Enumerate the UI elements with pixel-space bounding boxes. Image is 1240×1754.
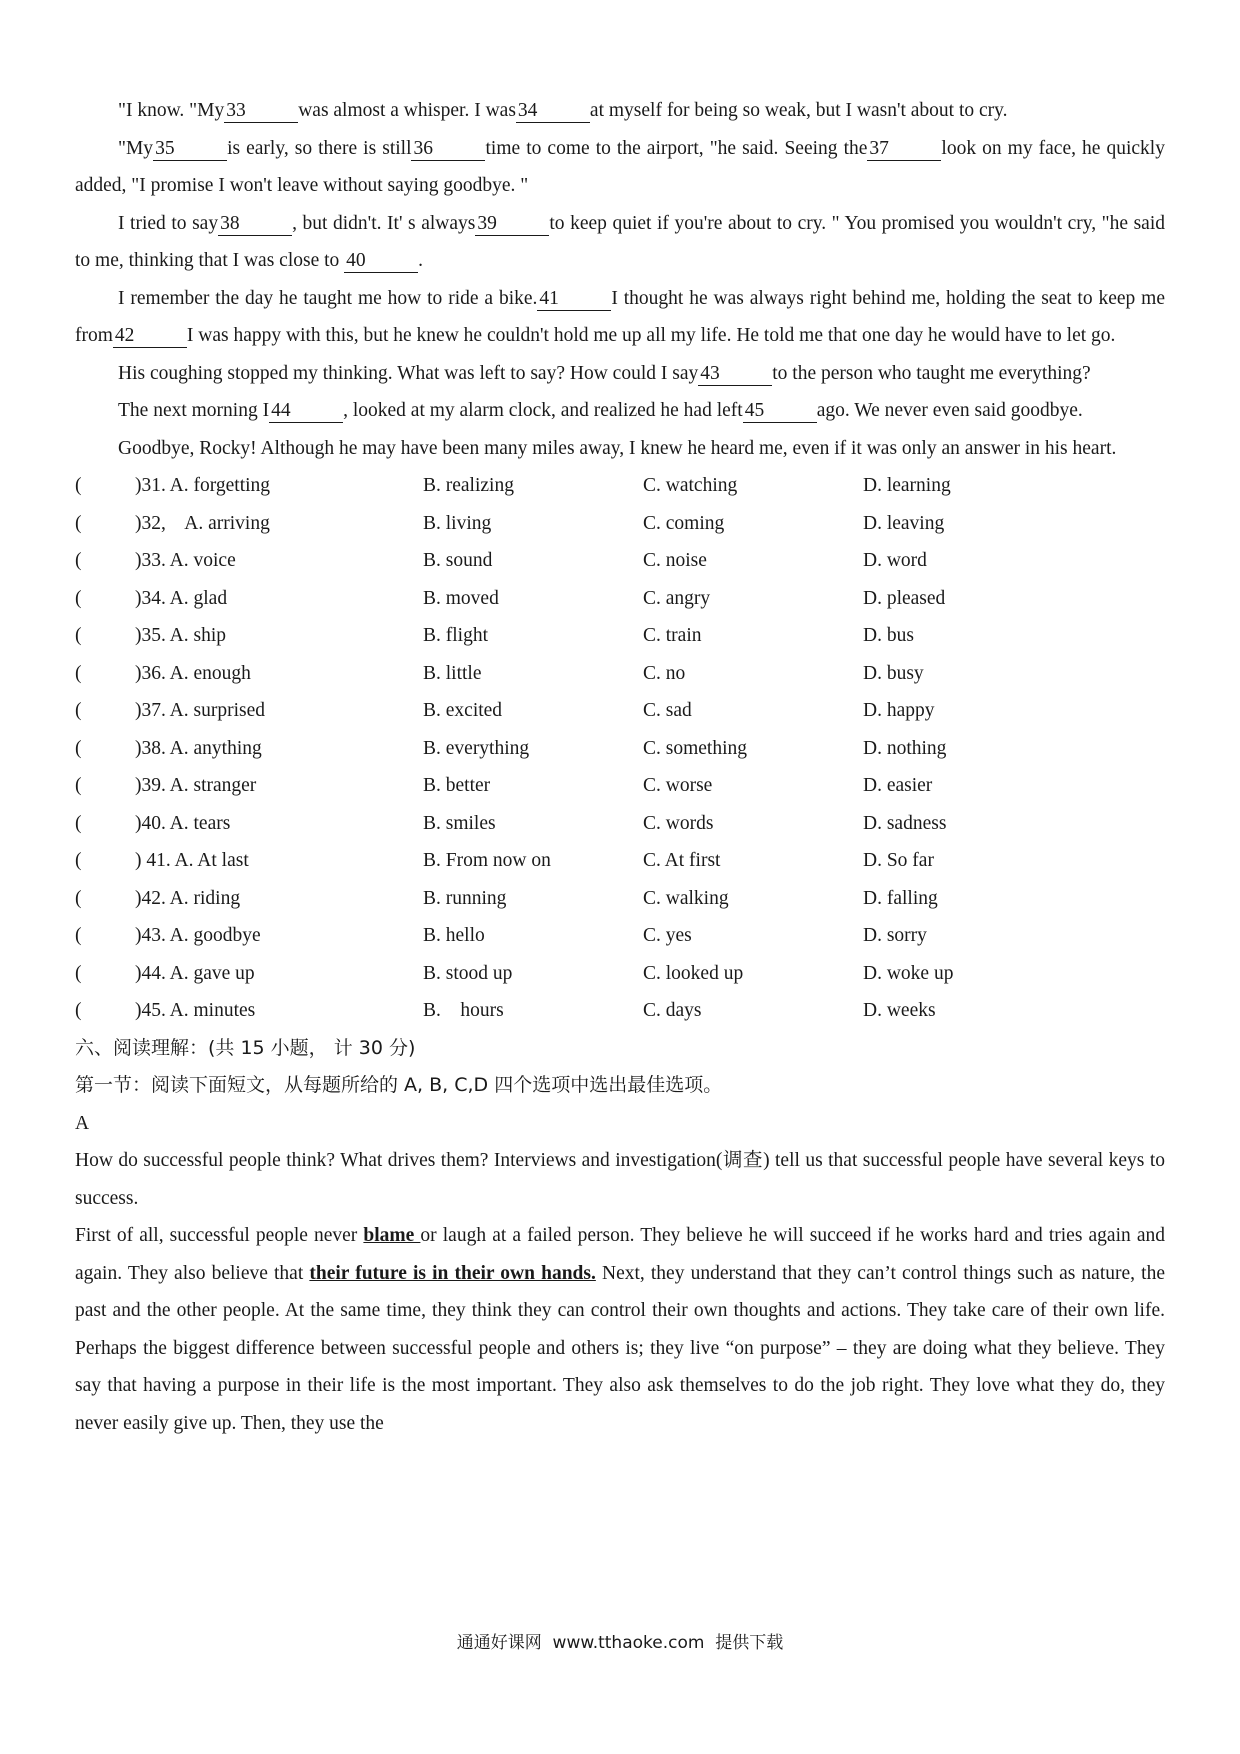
question-option-c: C. worse: [643, 775, 713, 796]
text: I remember the day he taught me how to ride a bike.: [118, 287, 538, 309]
text: is early, so there is still: [227, 137, 412, 159]
question-option-a: )36. A. enough: [135, 662, 251, 684]
question-option-a: )38. A. anything: [135, 737, 262, 759]
question-option-d: D. sorry: [863, 925, 927, 946]
question-row: [75, 842, 1165, 880]
text: The next morning I: [118, 400, 270, 421]
question-option-a: )42. A. riding: [135, 887, 241, 909]
question-option-a: )43. A. goodbye: [135, 925, 261, 946]
answer-paren[interactable]: (: [75, 625, 82, 646]
question-option-b: B. flight: [423, 625, 489, 646]
answer-paren[interactable]: (: [75, 962, 82, 984]
question-option-a: )44. A. gave up: [135, 962, 255, 984]
answer-paren[interactable]: (: [75, 700, 82, 721]
question-option-a: )35. A. ship: [135, 625, 227, 646]
blank-39: 39: [475, 213, 549, 236]
question-option-a: )33. A. voice: [135, 550, 236, 571]
question-option-c: C. days: [643, 1000, 702, 1021]
answer-paren[interactable]: (: [75, 812, 82, 834]
question-row: [75, 917, 1165, 955]
blank-34: 34: [516, 100, 590, 123]
blank-33: 33: [224, 100, 298, 123]
question-option-d: D. busy: [863, 662, 924, 684]
section-heading: 六、阅读理解：(共 15 小题， 计 30 分): [75, 1036, 416, 1059]
question-option-c: C. yes: [643, 925, 692, 946]
text: ago. We never even said goodbye.: [816, 400, 1083, 421]
question-option-c: C. something: [643, 737, 748, 759]
text: to keep quiet if you're about to cry. " You promised you wouldn't cry, "he said to me, thinking that I was close to: [75, 212, 1165, 271]
passage-paragraph-2: [75, 130, 1165, 205]
text: at myself for being so weak, but I wasn't about to cry.: [589, 100, 1008, 121]
blank-43: 43: [698, 363, 772, 386]
question-row: [75, 580, 1165, 618]
question-option-b: B. smiles: [423, 812, 496, 834]
question-row: [75, 505, 1165, 543]
text: I thought he was always right behind me, holding the seat to keep me from: [75, 287, 1165, 346]
answer-paren[interactable]: (: [75, 550, 82, 571]
text: was almost a whisper. I was: [298, 100, 516, 121]
answer-paren[interactable]: (: [75, 925, 82, 946]
text: time to come to the airport, "he said. Seeing the: [485, 137, 868, 159]
answer-paren[interactable]: (: [75, 775, 82, 796]
question-row: [75, 617, 1165, 655]
question-option-a: )40. A. tears: [135, 812, 231, 834]
question-option-a: ) 41. A. At last: [135, 850, 249, 871]
blank-44: 44: [269, 400, 343, 423]
question-option-d: D. leaving: [863, 512, 945, 534]
question-row: [75, 992, 1165, 1030]
question-option-b: B. From now on: [423, 850, 551, 871]
question-row: [75, 805, 1165, 843]
text: look on my face, he quickly added, "I promise I won't leave without saying goodbye. ": [75, 137, 1165, 196]
answer-paren[interactable]: (: [75, 1000, 82, 1021]
question-option-b: B. excited: [423, 700, 503, 721]
text: , but didn't. It' s always: [292, 212, 476, 234]
passage-paragraph-4: [75, 280, 1165, 355]
text: His coughing stopped my thinking. What was left to say? How could I say: [118, 362, 699, 384]
blank-45: 45: [743, 400, 817, 423]
question-option-c: C. words: [643, 812, 714, 834]
question-row: [75, 730, 1165, 768]
question-option-b: B. moved: [423, 587, 499, 609]
text: to the person who taught me everything?: [772, 362, 1091, 384]
blank-40: 40: [344, 250, 418, 273]
question-row: [75, 880, 1165, 918]
text: I tried to say: [118, 212, 219, 234]
answer-paren[interactable]: (: [75, 512, 82, 534]
text: First of all, successful people never: [75, 1225, 364, 1246]
text: or laugh at a failed person. They believe he will succeed if he works hard and tries again and again. They also believe that: [75, 1225, 1165, 1284]
question-option-c: C. coming: [643, 512, 725, 534]
question-option-a: )37. A. surprised: [135, 700, 265, 721]
question-option-c: C. looked up: [643, 962, 744, 984]
question-option-b: B. sound: [423, 550, 493, 571]
question-option-c: C. angry: [643, 587, 711, 609]
question-option-b: B. hours: [423, 1000, 504, 1021]
reading-paragraph-2: [75, 1217, 1165, 1442]
question-option-c: C. sad: [643, 700, 692, 721]
question-row: [75, 767, 1165, 805]
question-option-d: D. nothing: [863, 737, 947, 759]
page-footer: 通通好课网 www.tthaoke.com 提供下载: [456, 1633, 784, 1653]
question-option-d: D. woke up: [863, 962, 954, 984]
question-option-d: D. word: [863, 550, 927, 571]
underlined-word-blame: blame: [363, 1225, 421, 1246]
question-row: [75, 467, 1165, 505]
answer-paren[interactable]: (: [75, 662, 82, 684]
underlined-phrase: their future is in their own hands.: [309, 1262, 596, 1284]
blank-36: 36: [411, 138, 485, 161]
question-option-b: B. hello: [423, 925, 485, 946]
blank-41: 41: [537, 288, 611, 311]
answer-paren[interactable]: (: [75, 587, 82, 609]
question-row: [75, 692, 1165, 730]
text: I was happy with this, but he knew he couldn't hold me up all my life. He told me that one day he would have to let go.: [186, 325, 1116, 346]
question-option-d: D. weeks: [863, 1000, 936, 1021]
question-option-c: C. At first: [643, 850, 721, 871]
question-option-c: C. train: [643, 625, 702, 646]
text: .: [418, 250, 424, 271]
question-row: [75, 955, 1165, 993]
question-option-d: D. bus: [863, 625, 914, 646]
passage-paragraph-7: Goodbye, Rocky! Although he may have been many miles away, I knew he heard me, even if it was only an answer in his heart.: [118, 437, 1117, 459]
question-option-d: D. learning: [863, 475, 951, 496]
question-option-b: B. little: [423, 662, 482, 684]
question-option-d: D. happy: [863, 700, 935, 721]
question-option-b: B. realizing: [423, 475, 514, 496]
answer-paren[interactable]: (: [75, 475, 82, 496]
question-option-d: D. sadness: [863, 812, 947, 834]
question-option-c: C. walking: [643, 887, 729, 909]
section-instructions: 第一节：阅读下面短文，从每题所给的 A, B, C,D 四个选项中选出最佳选项。: [75, 1074, 723, 1096]
text: Next, they understand that they can’t control things such as nature, the past and the other people. At the same time, they think they can control their own thoughts and actions. They take care of their own life. Perhaps the biggest difference between successful people and others is; they live “on purpose” – they are doing what they believe. They say that having a purpose in their life is the most important. They also ask themselves to do the job right. They love what they do, they never easily give up. Then, they use the: [75, 1262, 1165, 1434]
question-option-a: )32, A. arriving: [135, 512, 270, 534]
answer-paren[interactable]: (: [75, 737, 82, 759]
answer-paren[interactable]: (: [75, 887, 82, 909]
question-option-b: B. better: [423, 775, 491, 796]
question-option-a: )34. A. glad: [135, 587, 228, 609]
blank-35: 35: [153, 138, 227, 161]
question-option-b: B. living: [423, 512, 492, 534]
question-list: [75, 467, 1165, 1030]
text: , looked at my alarm clock, and realized he had left: [343, 400, 743, 421]
question-option-b: B. everything: [423, 737, 530, 759]
question-option-b: B. stood up: [423, 962, 513, 984]
question-option-b: B. running: [423, 887, 507, 909]
question-option-d: D. pleased: [863, 587, 946, 609]
question-option-d: D. falling: [863, 887, 938, 909]
question-option-d: D. easier: [863, 775, 933, 796]
question-option-c: C. noise: [643, 550, 707, 571]
question-option-c: C. watching: [643, 475, 738, 496]
question-row: [75, 542, 1165, 580]
answer-paren[interactable]: (: [75, 850, 82, 871]
passage-paragraph-5: [75, 355, 1165, 393]
document-page: [75, 92, 1165, 1442]
blank-37: 37: [867, 138, 941, 161]
question-row: [75, 655, 1165, 693]
question-option-d: D. So far: [863, 850, 934, 871]
passage-letter: A: [75, 1112, 90, 1134]
question-option-a: )45. A. minutes: [135, 1000, 256, 1021]
passage-paragraph-1: [75, 92, 1165, 130]
text: "I know. "My: [118, 100, 225, 121]
question-option-c: C. no: [643, 662, 686, 684]
blank-42: 42: [113, 325, 187, 348]
question-option-a: )39. A. stranger: [135, 775, 257, 796]
passage-paragraph-3: [75, 205, 1165, 280]
reading-paragraph-1: How do successful people think? What drives them? Interviews and investigation(调查) tell us that successful people have several keys to success.: [75, 1150, 1165, 1209]
blank-38: 38: [218, 213, 292, 236]
text: "My: [118, 137, 154, 159]
passage-paragraph-6: [75, 392, 1165, 430]
question-option-a: )31. A. forgetting: [135, 475, 271, 496]
